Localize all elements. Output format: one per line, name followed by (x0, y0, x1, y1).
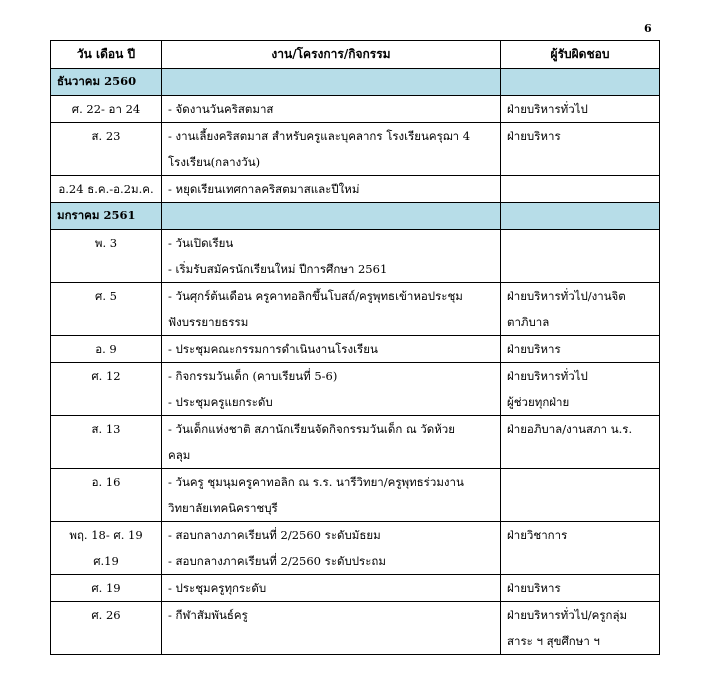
responsible-cell-line: ฝ่ายบริหารทั่วไป/ครูกลุ่ม (507, 608, 628, 622)
date-cell-line: ศ. 12 (91, 369, 121, 383)
activity-cell (162, 283, 501, 336)
page-number: 6 (644, 22, 652, 35)
header-activity: งาน/โครงการ/กิจกรรม (162, 41, 501, 69)
activity-cell-line: - งานเลี้ยงคริสตมาส สำหรับครูและบุคลากร โรงเรียนครุฌา 4 (168, 129, 471, 143)
date-cell (51, 416, 162, 469)
date-cell-line: พฤ. 18- ศ. 19 (69, 528, 143, 542)
responsible-cell (501, 363, 660, 416)
responsible-cell-line: ฝ่ายบริหาร (507, 581, 561, 595)
month-blank-activity (162, 203, 501, 230)
date-cell (51, 96, 162, 123)
table-row (51, 123, 660, 176)
responsible-cell-line: สาระ ฯ สุขศึกษา ฯ (507, 634, 600, 648)
table-row (51, 363, 660, 416)
activity-cell-line: - วันศุกร์ต้นเดือน ครูคาทอลิกขึ้นโบสถ์/ครูพุทธเข้าหอประชุม (168, 289, 463, 303)
month-blank-responsible (501, 69, 660, 96)
date-cell-line: ส. 23 (91, 129, 121, 143)
table-row (51, 416, 660, 469)
date-cell (51, 176, 162, 203)
date-cell-line: พ. 3 (94, 236, 118, 250)
activity-cell (162, 522, 501, 575)
month-blank-responsible (501, 203, 660, 230)
table-row (51, 96, 660, 123)
activity-cell-line: - วันเด็กแห่งชาติ สภานักเรียนจัดกิจกรรมวันเด็ก ณ วัดห้วย (168, 422, 455, 436)
activity-cell-line: - ประชุมคณะกรรมการดำเนินงานโรงเรียน (168, 342, 378, 356)
date-cell (51, 522, 162, 575)
responsible-cell-line: ฝ่ายอภิบาล/งานสภา น.ร. (507, 422, 633, 436)
activity-cell (162, 416, 501, 469)
table-row (51, 230, 660, 283)
responsible-cell (501, 96, 660, 123)
date-cell-line: ศ. 26 (91, 608, 121, 622)
responsible-cell (501, 336, 660, 363)
month-label: ธันวาคม 2560 (51, 69, 162, 96)
date-cell (51, 336, 162, 363)
responsible-cell-line: ฝ่ายบริหารทั่วไป (507, 102, 588, 116)
month-row (51, 69, 660, 96)
responsible-cell (501, 522, 660, 575)
schedule-body (51, 69, 660, 655)
date-cell (51, 602, 162, 655)
responsible-cell (501, 123, 660, 176)
responsible-cell-line: ผู้ช่วยทุกฝ่าย (507, 395, 570, 409)
responsible-cell (501, 230, 660, 283)
table-row (51, 575, 660, 602)
month-row (51, 203, 660, 230)
activity-cell-line: - วันเปิดเรียน (168, 236, 234, 250)
responsible-cell-line: ฝ่ายบริหาร (507, 129, 561, 143)
responsible-cell (501, 176, 660, 203)
date-cell-line: อ. 9 (95, 342, 117, 356)
activity-cell-line: - กีฬาสัมพันธ์ครู (168, 608, 248, 622)
responsible-cell-line: ตาภิบาล (507, 315, 550, 329)
activity-cell-line: - ประชุมครูทุกระดับ (168, 581, 267, 595)
date-cell-line: อ.24 ธ.ค.-อ.2ม.ค. (58, 182, 154, 196)
activity-cell-line: คลุม (168, 448, 191, 462)
responsible-cell (501, 416, 660, 469)
responsible-cell (501, 602, 660, 655)
responsible-cell-line: ฝ่ายบริหาร (507, 342, 561, 356)
activity-cell-line: - หยุดเรียนเทศกาลคริสตมาสและปีใหม่ (168, 182, 360, 196)
responsible-cell-line: ฝ่ายวิชาการ (507, 528, 568, 542)
schedule-table (50, 40, 660, 655)
table-row (51, 176, 660, 203)
date-cell (51, 123, 162, 176)
activity-cell-line: - วันครู ชุมนุมครูคาทอลิก ณ ร.ร. นารีวิทยา/ครูพุทธร่วมงาน (168, 475, 464, 489)
table-row (51, 336, 660, 363)
table-header-row (51, 41, 660, 69)
activity-cell (162, 96, 501, 123)
responsible-cell (501, 283, 660, 336)
date-cell (51, 575, 162, 602)
date-cell-line: ศ. 5 (95, 289, 117, 303)
activity-cell-line: - สอบกลางภาคเรียนที่ 2/2560 ระดับมัธยม (168, 528, 381, 542)
date-cell-line: ศ. 19 (91, 581, 121, 595)
activity-cell (162, 469, 501, 522)
activity-cell (162, 176, 501, 203)
activity-cell-line: วิทยาลัยเทคนิคราชบุรี (168, 501, 278, 515)
date-cell-line: ศ. 22- อา 24 (71, 102, 141, 116)
activity-cell-line: - เริ่มรับสมัครนักเรียนใหม่ ปีการศึกษา 2561 (168, 262, 388, 276)
activity-cell (162, 602, 501, 655)
activity-cell-line: - จัดงานวันคริสตมาส (168, 102, 274, 116)
activity-cell-line: - ประชุมครูแยกระดับ (168, 395, 273, 409)
date-cell-line: ส. 13 (91, 422, 121, 436)
activity-cell-line: โรงเรียน(กลางวัน) (168, 155, 261, 169)
date-cell (51, 230, 162, 283)
date-cell-line: อ. 16 (91, 475, 121, 489)
date-cell (51, 363, 162, 416)
activity-cell (162, 363, 501, 416)
responsible-cell-line: ฝ่ายบริหารทั่วไป/งานจิต (507, 289, 626, 303)
responsible-cell-line: ฝ่ายบริหารทั่วไป (507, 369, 588, 383)
activity-cell (162, 230, 501, 283)
responsible-cell (501, 469, 660, 522)
table-row (51, 602, 660, 655)
activity-cell-line: - กิจกรรมวันเด็ก (คาบเรียนที่ 5-6) (168, 369, 338, 383)
activity-cell (162, 336, 501, 363)
header-date: วัน เดือน ปี (51, 41, 162, 69)
month-label: มกราคม 2561 (51, 203, 162, 230)
activity-cell (162, 575, 501, 602)
activity-cell-line: - สอบกลางภาคเรียนที่ 2/2560 ระดับประถม (168, 554, 386, 568)
table-row (51, 469, 660, 522)
activity-cell-line: ฟังบรรยายธรรม (168, 315, 249, 329)
month-blank-activity (162, 69, 501, 96)
activity-cell (162, 123, 501, 176)
table-row (51, 522, 660, 575)
table-row (51, 283, 660, 336)
header-responsible: ผู้รับผิดชอบ (501, 41, 660, 69)
date-cell (51, 283, 162, 336)
date-cell (51, 469, 162, 522)
date-cell-line: ศ.19 (93, 554, 119, 568)
responsible-cell (501, 575, 660, 602)
